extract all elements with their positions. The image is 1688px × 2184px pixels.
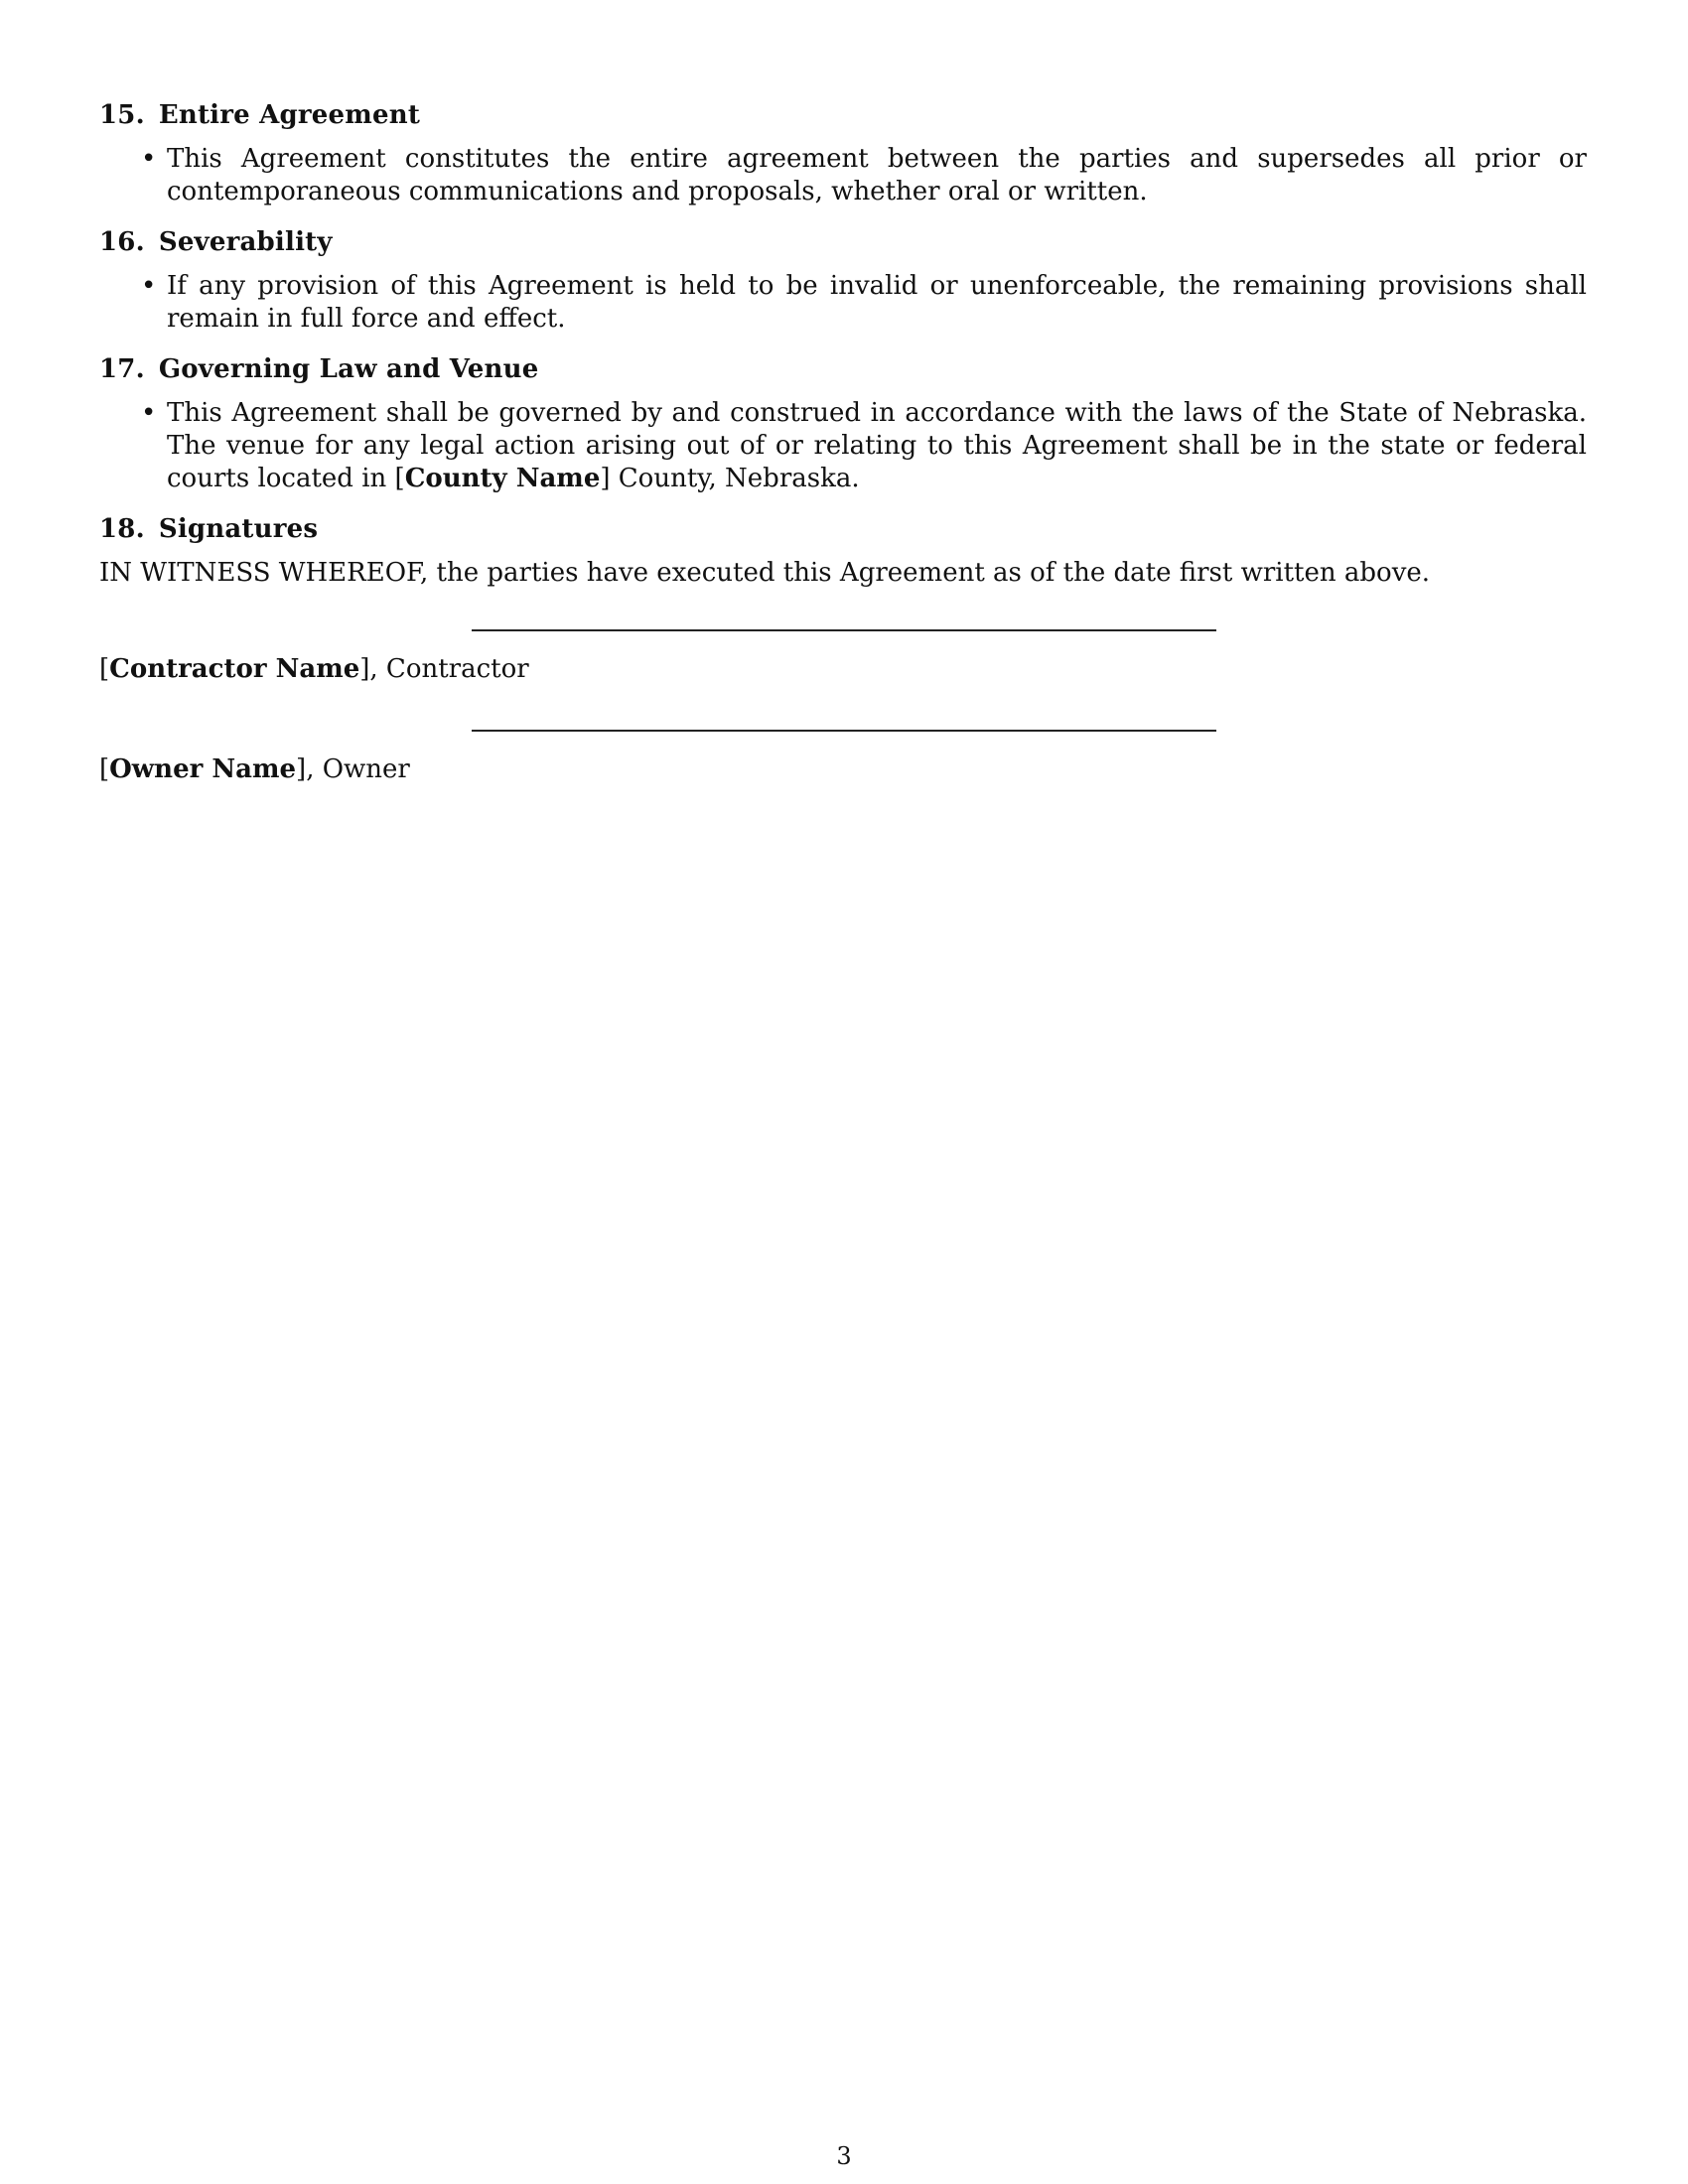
county-name-placeholder: County Name — [404, 464, 601, 493]
section-heading — [99, 509, 1587, 549]
bullet-list — [99, 397, 1587, 495]
bracket-open: [ — [99, 754, 110, 784]
section-title: Governing Law and Venue — [158, 354, 539, 384]
section-number: 15. — [99, 100, 145, 130]
signature-line — [472, 730, 1216, 732]
signature-line — [472, 629, 1216, 631]
bullet-icon: • — [141, 144, 157, 174]
section-signatures — [99, 509, 1587, 786]
list-item — [99, 143, 1587, 208]
list-item — [99, 397, 1587, 495]
bullet-text: If any provision of this Agreement is held to be invalid or unenforceable, the remaining provisions shall remain in full force and effect. — [167, 271, 1587, 334]
section-heading — [99, 222, 1587, 262]
signature-label — [99, 653, 1587, 686]
bullet-icon: • — [141, 271, 157, 301]
page-number: 3 — [836, 2142, 852, 2170]
section-title: Signatures — [158, 514, 319, 544]
contractor-name-placeholder: Contractor Name — [109, 654, 360, 684]
signature-block-owner — [99, 730, 1587, 786]
section-number: 17. — [99, 354, 145, 384]
bullet-list — [99, 143, 1587, 208]
bullet-text: This Agreement constitutes the entire agreement between the parties and supersedes all prior or contemporaneous communications and proposals, whether oral or written. — [167, 144, 1587, 206]
witness-paragraph: IN WITNESS WHEREOF, the parties have executed this Agreement as of the date first written above. — [99, 558, 1431, 588]
section-severability — [99, 222, 1587, 336]
bracket-open: [ — [99, 654, 110, 684]
document-page — [99, 95, 1587, 830]
signature-block-contractor — [99, 629, 1587, 686]
bullet-icon: • — [141, 398, 157, 428]
list-item — [99, 270, 1587, 336]
section-number: 16. — [99, 227, 145, 257]
bullet-list — [99, 270, 1587, 336]
section-title: Entire Agreement — [158, 100, 421, 130]
section-heading — [99, 95, 1587, 135]
signature-role: ], Contractor — [359, 654, 529, 684]
signature-label — [99, 753, 1587, 786]
section-number: 18. — [99, 514, 145, 544]
section-title: Severability — [158, 227, 333, 257]
bullet-text-before: This Agreement shall be governed by and construed in accordance with the laws of the State of Nebraska. The venue for any legal action arising out of or relating to this Agreement shall be in the state or federal courts located in [ — [167, 398, 1587, 493]
section-governing-law — [99, 349, 1587, 495]
section-entire-agreement — [99, 95, 1587, 208]
section-heading — [99, 349, 1587, 389]
signature-role: ], Owner — [296, 754, 410, 784]
owner-name-placeholder: Owner Name — [109, 754, 297, 784]
bullet-text-after: ] County, Nebraska. — [600, 464, 860, 493]
